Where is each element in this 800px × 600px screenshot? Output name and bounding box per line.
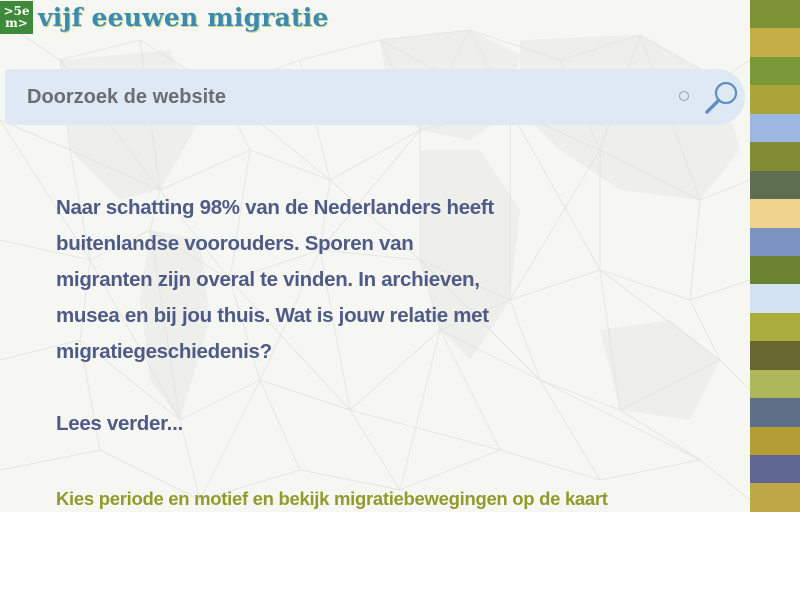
map-cta-link[interactable]: Kies periode en motief en bekijk migratiebewegingen op de kaart bbox=[56, 488, 608, 509]
color-strip-block bbox=[750, 114, 800, 142]
continent-shape-oceania bbox=[600, 320, 720, 420]
color-strip-block bbox=[750, 455, 800, 483]
logo-text: vijf eeuwen migratie bbox=[38, 2, 329, 32]
color-strip-block bbox=[750, 427, 800, 455]
color-strip-block bbox=[750, 171, 800, 199]
color-strip bbox=[750, 0, 800, 512]
color-strip-block bbox=[750, 398, 800, 426]
color-strip-block bbox=[750, 28, 800, 56]
color-strip-block bbox=[750, 284, 800, 312]
color-strip-block bbox=[750, 85, 800, 113]
color-strip-block bbox=[750, 341, 800, 369]
search-input[interactable] bbox=[25, 76, 659, 118]
color-strip-block bbox=[750, 313, 800, 341]
intro-text: Naar schatting 98% van de Nederlanders heeft buitenlandse voorouders. Sporen van migranten zijn overal te vinden. In archieven, musea en bij jou thuis. Wat is jouw relatie met migratiegeschiedenis? bbox=[56, 196, 494, 363]
logo-badge-line1: >5e bbox=[3, 4, 30, 18]
search-bar bbox=[5, 69, 745, 125]
page-footer-blank bbox=[0, 512, 800, 600]
color-strip-block bbox=[750, 228, 800, 256]
color-strip-block bbox=[750, 370, 800, 398]
search-indicator-dot bbox=[679, 91, 689, 101]
color-strip-block bbox=[750, 199, 800, 227]
site-logo[interactable] bbox=[0, 0, 329, 34]
color-strip-block bbox=[750, 0, 800, 28]
color-strip-block bbox=[750, 483, 800, 511]
color-strip-block bbox=[750, 57, 800, 85]
search-icon[interactable] bbox=[702, 78, 742, 118]
color-strip-block bbox=[750, 256, 800, 284]
logo-badge bbox=[0, 1, 33, 34]
color-strip-block bbox=[750, 142, 800, 170]
read-more-link[interactable]: Lees verder... bbox=[56, 412, 183, 435]
logo-badge-line2: m> bbox=[5, 16, 28, 30]
